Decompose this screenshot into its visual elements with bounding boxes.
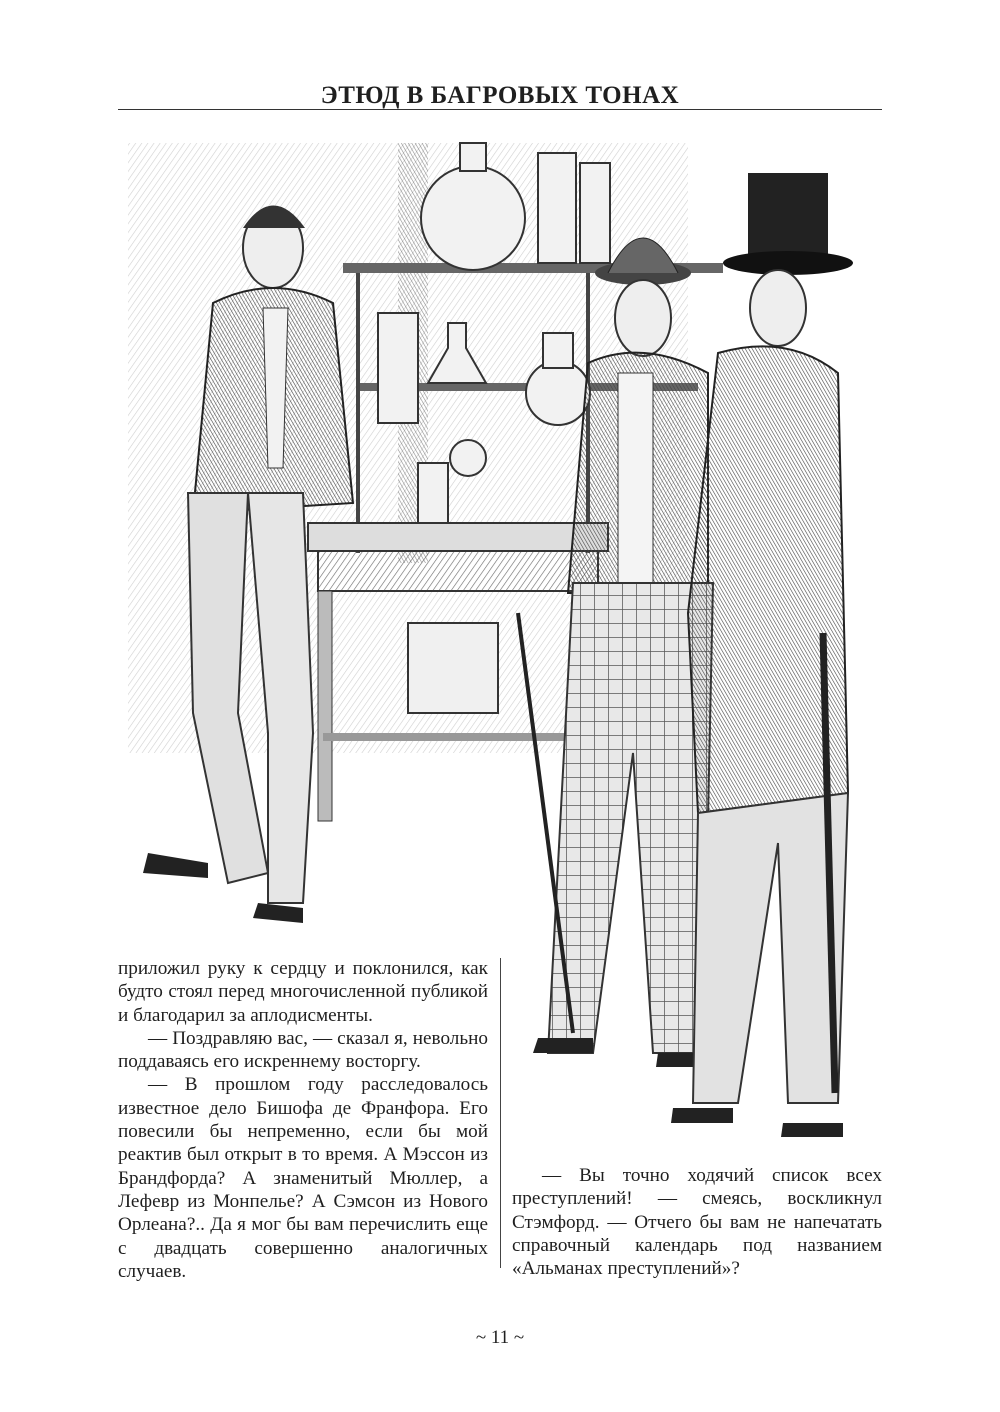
left-text-column	[118, 957, 488, 1283]
paragraph: — Поздравляю вас, — сказал я, невольно поддаваясь его искреннему восторгу.	[118, 1027, 488, 1073]
paragraph: приложил руку к сердцу и поклонился, как будто стоял перед многочисленной публикой и благодарил за аплодисменты.	[118, 958, 488, 1026]
paragraph: — В прошлом году расследовалось известное дело Бишофа де Франфора. Его повесили бы непременно, если бы мой реактив был открыт в то время. А Мэссон из Брандфорда? А знаменитый Мюллер, а Лефевр из Монпелье? А Сэмсон из Нового Орлеана?.. Да я мог бы вам перечислить еще с двадцать совершенно аналогичных случаев.	[118, 1074, 488, 1282]
right-text-column	[512, 1164, 882, 1280]
running-header: ЭТЮД В БАГРОВЫХ ТОНАХ	[320, 82, 680, 109]
header-rule	[118, 109, 882, 110]
paragraph: — Вы точно ходячий список всех преступлений! — смеясь, воскликнул Стэмфорд. — Отчего бы вам не напечатать справочный календарь под названием «Альманах преступлений»?	[512, 1165, 882, 1280]
column-divider	[500, 958, 501, 1268]
page-number: ~ 11 ~	[475, 1327, 525, 1348]
figure-top-hat	[671, 173, 853, 1137]
